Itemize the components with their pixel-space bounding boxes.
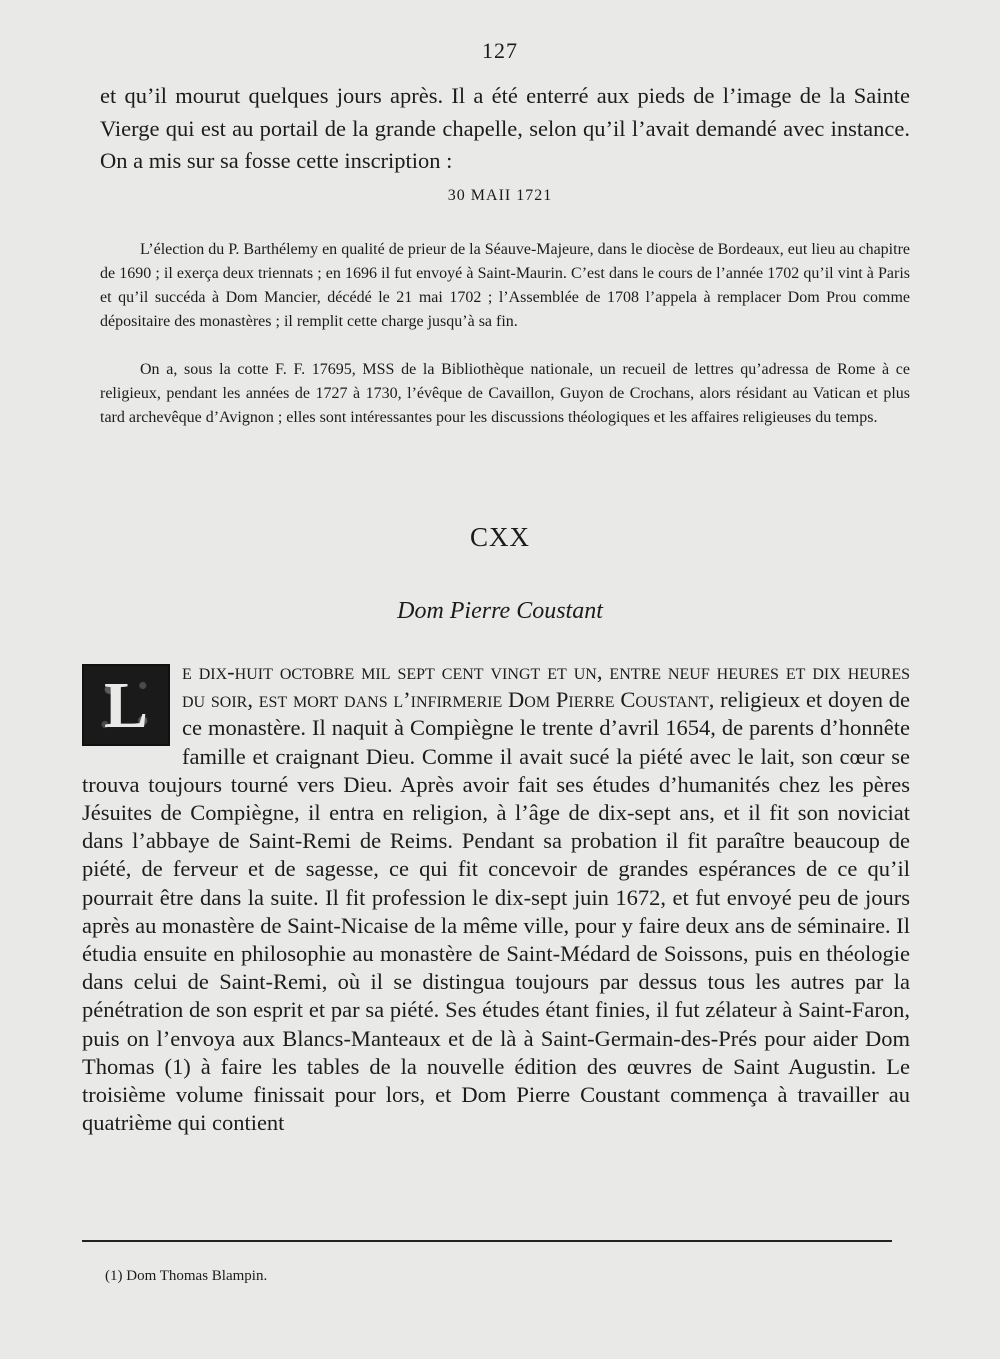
intro-paragraph: et qu’il mourut quelques jours après. Il a été enterré aux pieds de l’image de la Sainte Vierge qui est au portail de la grande chapelle, selon qu’il l’avait demandé avec instance. On a mis sur sa fosse cette inscription : <box>100 83 910 173</box>
drop-cap-letter: L <box>103 669 149 742</box>
chapter-number: CXX <box>469 522 530 552</box>
subject-name: Dom Pierre Coustant <box>508 687 709 713</box>
body-text <box>82 658 910 1137</box>
note-paragraph: On a, sous la cotte F. F. 17695, MSS de la Bibliothèque nationale, un recueil de lettres qu’adressa de Rome à ce religieux, pendant les années de 1727 à 1730, l’évêque de Cavaillon, Guyon de Crochans, alors résidant au Vatican et plus tard archevêque d’Avignon ; elles sont intéressantes pour les discussions théologiques et les affaires religieuses du temps. <box>100 361 910 426</box>
footnote-divider <box>82 1240 892 1242</box>
footnote: (1) Dom Thomas Blampin. <box>105 1268 268 1284</box>
body-paragraph: , religieux et doyen de ce monastère. Il naquit à Compiègne le trente d’avril 1654, de parents d’honnête famille et craignant Dieu. Comme il avait sucé la piété avec le lait, son cœur se trouva toujours tourné vers Dieu. Après avoir fait ses études d’humanités chez les pères Jésuites de Compiègne, il entra en religion, à l’âge de dix-sept ans, et il fit son noviciat dans l’abbaye de Saint-Remi de Reims. Pendant sa probation il fit paraître beaucoup de piété, de ferveur et de sagesse, ce qui fit concevoir de grandes espérances de ce qu’il pourrait être dans la suite. Il fit profession le dix-sept juin 1672, et fut envoyé peu de jours après au monastère de Saint-Nicaise de la même ville, pour y faire deux ans de séminaire. Il étudia ensuite en philosophie au monastère de Saint-Médard de Soissons, puis en théologie dans celui de Saint-Remi, où il se distingua toujours par dessus tous les autres par la pénétration de son esprit et par sa piété. Ses études étant finies, il fut zélateur à Saint-Faron, puis on l’envoya aux Blancs-Manteaux et de là à Saint-Germain-des-Prés pour aider Dom Thomas (1) à faire les tables de la nouvelle édition des œuvres de Saint Augustin. Le troisième volume finissait pour lors, et Dom Pierre Coustant commença à travailler au quatrième qui contient <box>82 687 910 1136</box>
body-lead: e dix-huit octobre mil sept cent vingt et un, entre neuf heures et dix heures du soir, est mort dans l’infirmerie <box>182 659 910 713</box>
note-paragraph: L’élection du P. Barthélemy en qualité de prieur de la Séauve-Majeure, dans le diocèse de Bordeaux, eut lieu au chapitre de 1690 ; il exerça deux triennats ; en 1696 il fut envoyé à Saint-Maurin. C’est dans le cours de l’année 1702 qu’il vint à Paris et qu’il succéda à Dom Mancier, décédé le 21 mai 1702 ; l’Assemblée de 1708 l’appela à remplacer Dom Prou comme dépositaire des monastères ; il remplit cette charge jusqu’à sa fin. <box>100 241 910 330</box>
page-number: 127 <box>482 38 518 63</box>
drop-cap-ornament <box>82 664 170 746</box>
inscription-date: 30 MAII 1721 <box>447 187 553 204</box>
chapter-title: Dom Pierre Coustant <box>397 598 603 624</box>
